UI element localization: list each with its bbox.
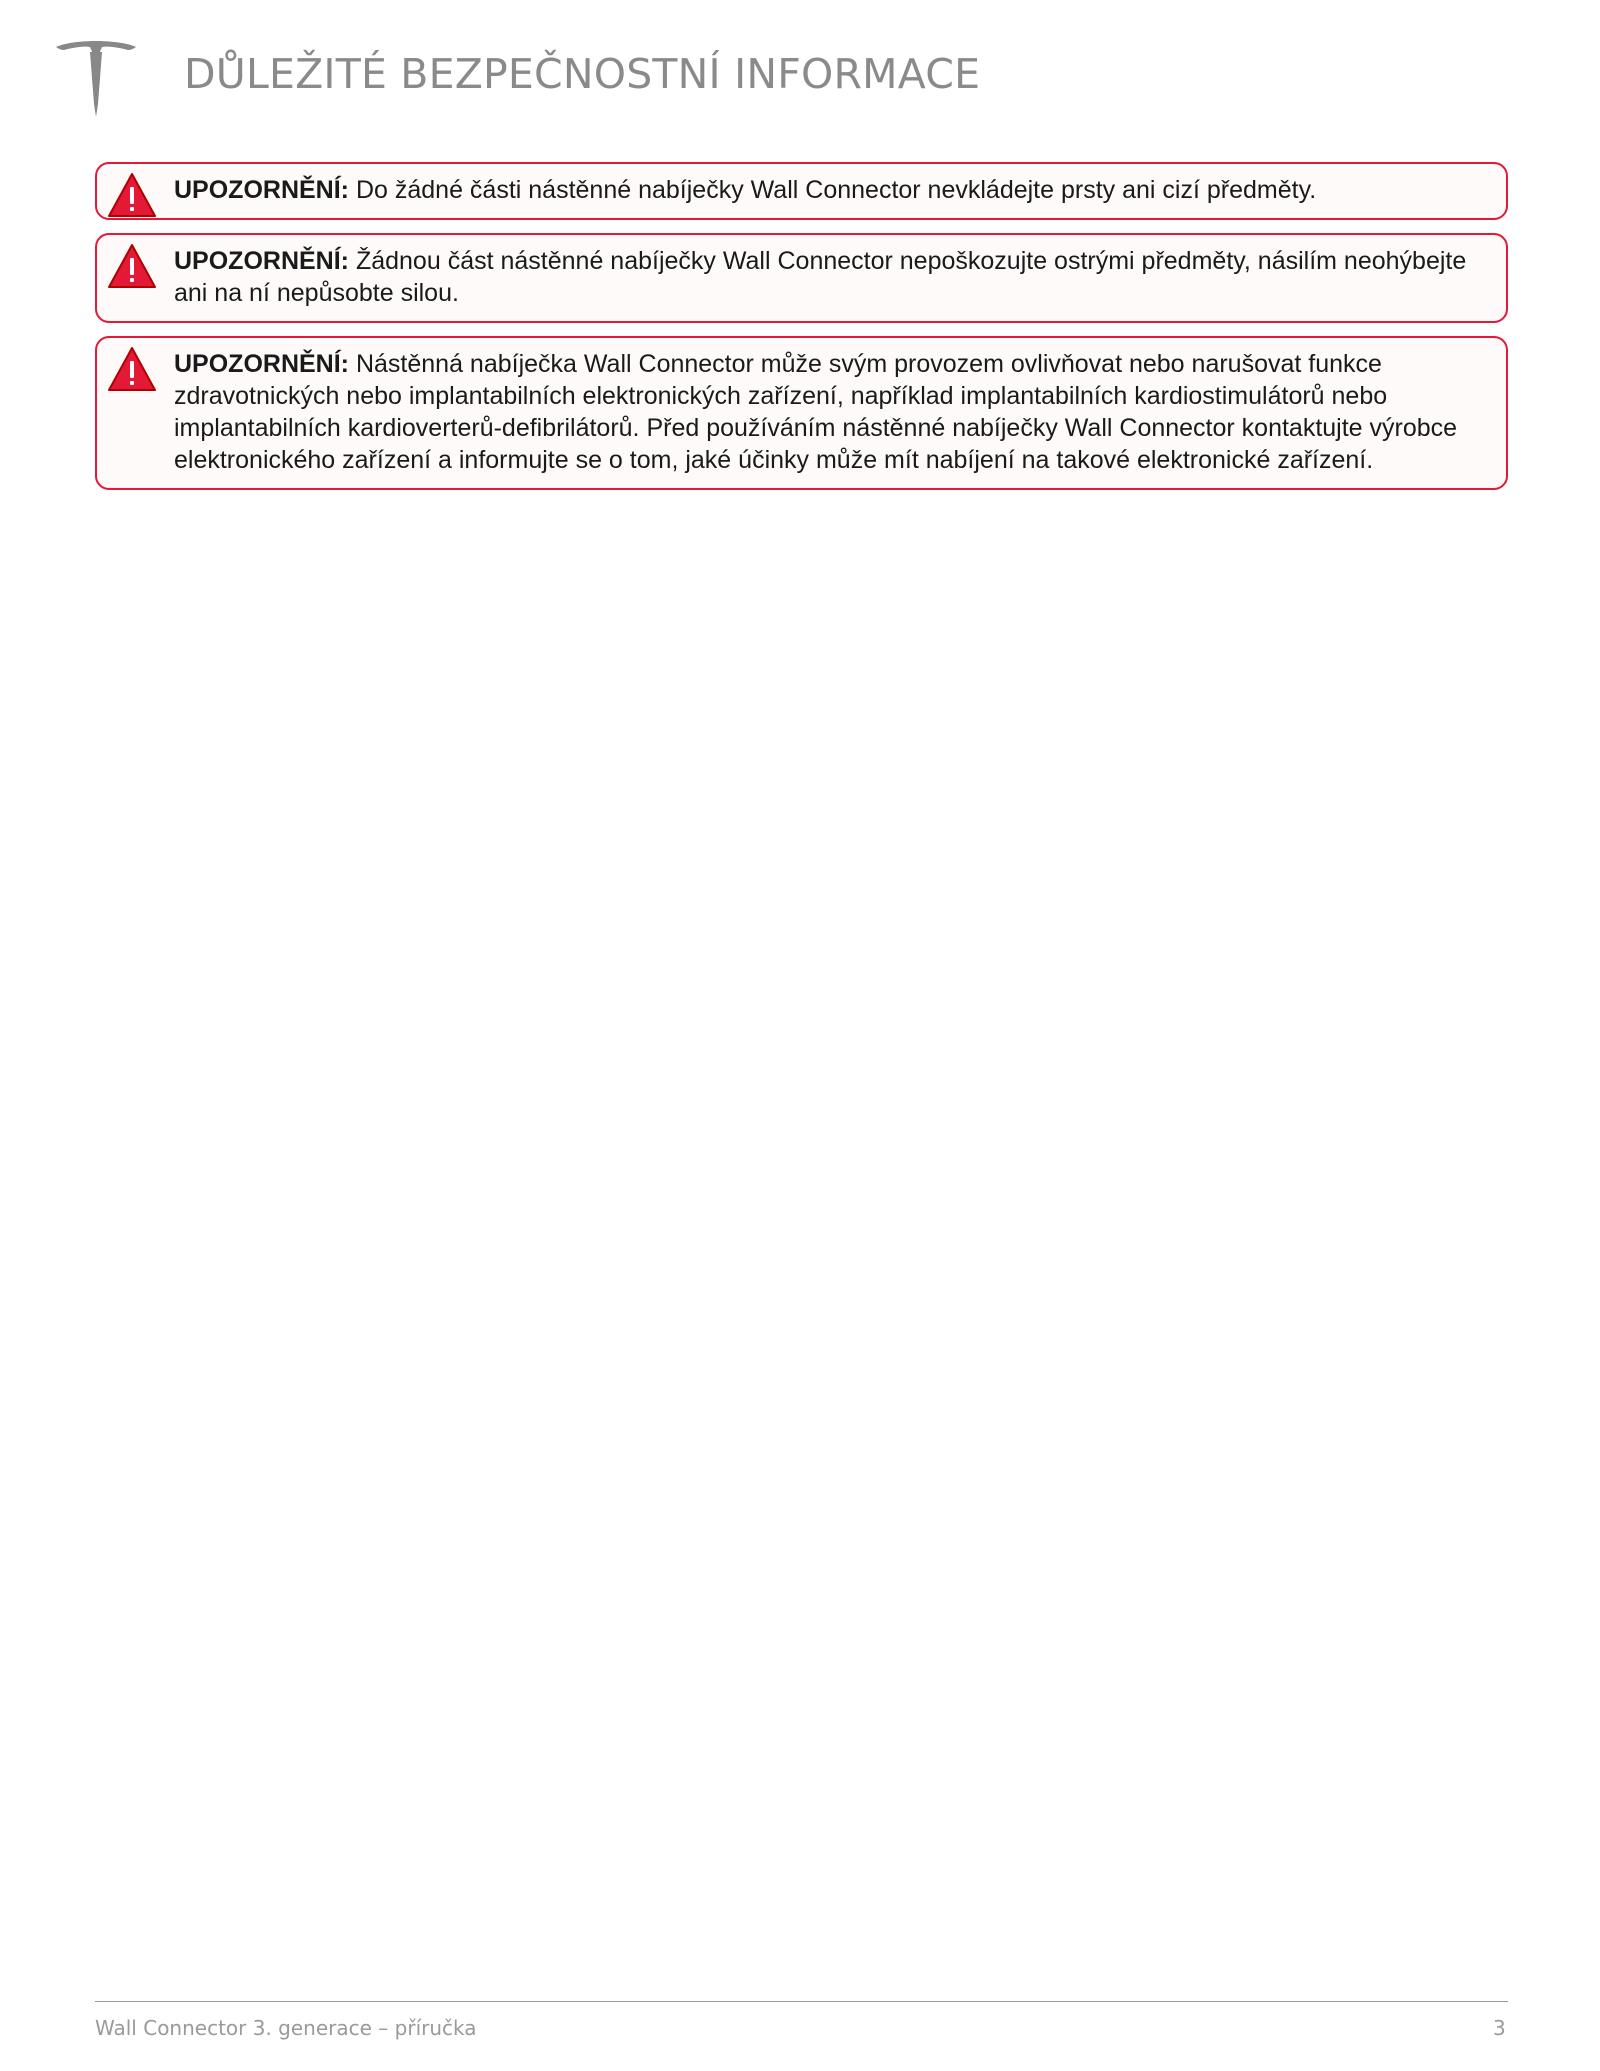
warning-text: Žádnou část nástěnné nabíječky Wall Connector nepoškozujte ostrými předměty, násilím neohýbejte ani na ní nepůsobte silou. [174,247,1467,307]
warning-label: UPOZORNĚNÍ: [174,247,349,275]
footer-document-name: Wall Connector 3. generace – příručka [95,2016,477,2040]
tesla-logo-icon [55,38,137,118]
warning-list [95,162,1508,503]
warning-triangle-icon [107,243,157,289]
warning-box [95,162,1508,220]
warning-triangle-icon [107,346,157,392]
warning-text: Do žádné části nástěnné nabíječky Wall Connector nevkládejte prsty ani cizí předměty. [355,176,1317,204]
warning-box [95,336,1508,490]
warning-label: UPOZORNĚNÍ: [174,350,349,378]
footer-divider [95,2001,1508,2002]
warning-text: Nástěnná nabíječka Wall Connector může svým provozem ovlivňovat nebo narušovat funkce zdravotnických nebo implantabilních elektronických zařízení, například implantabilních kardiostimulátorů nebo implantabilních kardioverterů-defibrilátorů. Před používáním nástěnné nabíječky Wall Connector kontaktujte výrobce elektronického zařízení a informujte se o tom, jaké účinky může mít nabíjení na takové elektronické zařízení. [174,350,1458,474]
page-title: DŮLEŽITÉ BEZPEČNOSTNÍ INFORMACE [184,50,981,98]
warning-triangle-icon [107,172,157,218]
warning-box [95,233,1508,323]
warning-label: UPOZORNĚNÍ: [174,176,349,204]
footer-page-number: 3 [1493,2016,1506,2040]
